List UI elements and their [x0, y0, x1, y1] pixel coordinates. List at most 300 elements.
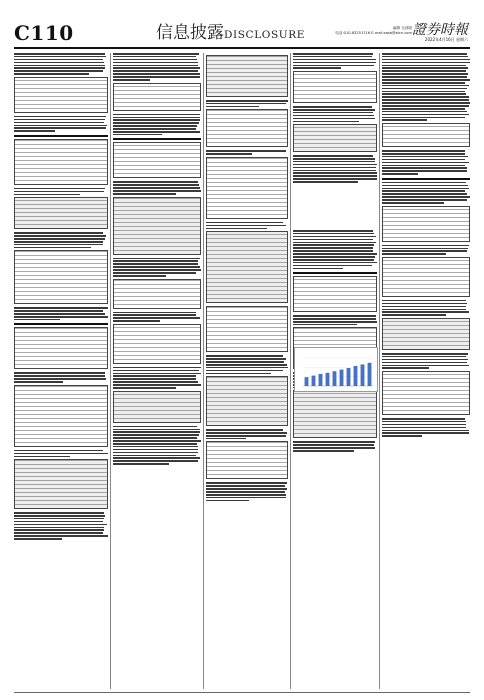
text-line	[293, 262, 377, 264]
text-line	[113, 258, 200, 260]
text-line	[382, 303, 467, 305]
text-line	[382, 196, 470, 198]
text-line	[14, 515, 105, 517]
text-line	[293, 441, 375, 443]
text-line	[113, 434, 199, 436]
section-title-cn: 信息披露	[156, 23, 224, 43]
text-line	[113, 73, 200, 75]
text-line	[14, 378, 106, 380]
text-line	[14, 375, 105, 377]
text-line	[113, 134, 162, 136]
text-line	[293, 447, 375, 449]
editor-line: 编辑 全部版	[392, 26, 412, 30]
text-line	[382, 114, 469, 116]
text-line	[293, 324, 357, 326]
data-table	[293, 276, 377, 312]
text-line	[14, 238, 105, 240]
data-table	[113, 197, 201, 255]
text-line	[293, 315, 376, 317]
text-line	[293, 247, 373, 249]
text-line	[113, 312, 196, 314]
text-line	[382, 300, 466, 302]
text-line	[382, 199, 467, 201]
text-line	[382, 150, 465, 152]
data-table	[206, 157, 288, 219]
data-table	[14, 197, 108, 229]
text-line	[206, 497, 286, 499]
text-line	[113, 62, 198, 64]
text-line	[113, 190, 201, 192]
text-line	[382, 117, 465, 119]
text-line	[113, 375, 196, 377]
text-line	[14, 319, 60, 321]
text-line	[206, 370, 283, 372]
text-line	[382, 162, 469, 164]
text-line	[382, 356, 466, 358]
text-line	[113, 117, 200, 119]
text-line	[293, 59, 376, 61]
text-line	[382, 88, 467, 90]
text-line	[14, 521, 103, 523]
text-line	[382, 432, 469, 434]
bar	[354, 366, 358, 386]
text-line	[113, 452, 198, 454]
text-line	[382, 353, 468, 355]
text-line	[293, 164, 377, 166]
text-line	[14, 518, 104, 520]
text-line	[206, 225, 286, 227]
text-line	[14, 456, 70, 458]
text-line	[113, 370, 199, 372]
text-line	[113, 114, 200, 116]
text-line	[382, 56, 468, 58]
text-line	[382, 306, 466, 308]
text-line	[14, 56, 106, 58]
text-line	[113, 440, 201, 442]
text-line	[382, 70, 466, 72]
section-title-en: DISCLOSURE	[224, 29, 305, 41]
text-line	[382, 76, 467, 78]
text-line	[293, 172, 377, 174]
page-header	[14, 22, 470, 46]
text-line	[382, 430, 469, 432]
text-line	[14, 116, 106, 118]
text-line	[113, 449, 198, 451]
text-line	[14, 232, 103, 234]
text-line	[382, 73, 468, 75]
data-table	[206, 55, 288, 97]
text-line	[113, 131, 200, 133]
text-line	[293, 236, 376, 238]
text-line	[293, 115, 374, 117]
text-line	[206, 222, 283, 224]
data-table	[382, 123, 470, 147]
column-divider	[379, 53, 380, 689]
text-line	[382, 153, 465, 155]
header-rule	[14, 47, 470, 49]
data-table	[14, 385, 108, 447]
text-line	[113, 119, 200, 121]
text-line	[293, 170, 376, 172]
text-line	[14, 535, 108, 537]
text-line	[293, 112, 373, 114]
text-line	[382, 253, 446, 255]
text-line	[14, 53, 105, 55]
text-line	[382, 311, 469, 313]
text-line	[206, 355, 283, 357]
text-line	[14, 450, 103, 452]
bar	[305, 377, 309, 386]
text-line	[206, 488, 287, 490]
text-line	[113, 193, 176, 195]
text-line	[113, 431, 200, 433]
text-line	[382, 105, 469, 107]
column-divider	[290, 53, 291, 689]
text-line	[382, 79, 470, 81]
text-line	[293, 167, 376, 169]
text-line	[293, 265, 372, 267]
text-line	[382, 170, 467, 172]
text-line	[293, 242, 376, 244]
data-table	[293, 71, 377, 103]
text-line	[113, 187, 200, 189]
text-line	[293, 259, 374, 261]
text-line	[293, 250, 373, 252]
text-line	[113, 446, 198, 448]
section-heading-rule	[14, 135, 108, 137]
column-divider	[110, 53, 111, 689]
text-line	[382, 365, 469, 367]
text-line	[14, 191, 104, 193]
text-line	[382, 193, 467, 195]
text-line	[382, 188, 469, 190]
text-line	[293, 233, 374, 235]
section-title	[156, 23, 305, 45]
text-line	[14, 532, 103, 534]
text-line	[382, 91, 465, 93]
text-line	[382, 250, 467, 252]
text-line	[113, 125, 197, 127]
text-line	[293, 256, 375, 258]
text-line	[382, 165, 465, 167]
text-line	[113, 184, 199, 186]
data-table	[382, 371, 470, 415]
text-line	[14, 313, 105, 315]
text-line	[206, 435, 286, 437]
text-line	[14, 59, 103, 61]
text-line	[206, 432, 287, 434]
text-line	[113, 373, 201, 375]
text-line	[206, 364, 287, 366]
text-line	[113, 426, 197, 428]
text-line	[113, 460, 198, 462]
text-line	[14, 310, 103, 312]
text-line	[14, 122, 104, 124]
text-line	[293, 109, 375, 111]
text-line	[382, 82, 465, 84]
text-line	[113, 76, 200, 78]
text-line	[293, 155, 373, 157]
text-line	[293, 444, 374, 446]
text-line	[293, 321, 377, 323]
bar	[319, 374, 323, 386]
editor-meta	[335, 26, 412, 36]
data-table	[14, 250, 108, 304]
bar	[368, 363, 372, 386]
text-line	[382, 173, 418, 175]
text-line	[293, 56, 372, 58]
bar	[347, 368, 351, 386]
data-table	[206, 231, 288, 303]
data-table	[293, 124, 377, 152]
data-table	[14, 139, 108, 185]
text-line	[382, 99, 469, 101]
text-line	[14, 194, 80, 196]
text-line	[14, 538, 62, 540]
column-2	[113, 53, 201, 689]
data-table	[14, 77, 108, 113]
text-line	[113, 266, 200, 268]
text-line	[293, 158, 375, 160]
text-line	[382, 190, 465, 192]
text-line	[14, 529, 104, 531]
text-line	[382, 424, 466, 426]
text-line	[113, 70, 198, 72]
text-line	[14, 381, 63, 383]
text-line	[113, 275, 166, 277]
bar	[333, 371, 337, 386]
text-line	[382, 111, 467, 113]
text-line	[293, 181, 358, 183]
text-line	[206, 228, 267, 230]
text-line	[113, 387, 176, 389]
text-line	[113, 260, 198, 262]
text-line	[113, 437, 197, 439]
text-line	[382, 167, 467, 169]
section-heading-rule	[14, 323, 108, 325]
bar	[361, 364, 365, 386]
bar	[312, 376, 316, 386]
text-line	[293, 318, 376, 320]
text-line	[382, 202, 444, 204]
data-table	[14, 327, 108, 369]
text-line	[113, 381, 198, 383]
text-line	[293, 121, 359, 123]
data-table	[293, 390, 377, 438]
text-line	[293, 118, 375, 120]
text-line	[206, 438, 246, 440]
data-table	[113, 142, 201, 178]
text-line	[14, 130, 55, 132]
data-table	[113, 391, 201, 423]
text-line	[382, 367, 429, 369]
text-line	[113, 378, 196, 380]
text-line	[206, 153, 252, 155]
text-line	[206, 361, 284, 363]
text-line	[382, 421, 466, 423]
column-3	[206, 53, 288, 689]
text-line	[382, 65, 466, 67]
text-line	[14, 62, 104, 64]
text-line	[14, 119, 105, 121]
column-1	[14, 53, 108, 689]
text-line	[293, 161, 375, 163]
text-line	[113, 53, 199, 55]
text-line	[382, 85, 469, 87]
text-line	[206, 500, 249, 502]
text-line	[382, 59, 470, 61]
text-line	[113, 429, 200, 431]
text-line	[382, 362, 467, 364]
text-line	[14, 70, 103, 72]
text-line	[14, 241, 103, 243]
text-line	[14, 307, 108, 309]
text-line	[382, 309, 466, 311]
data-table	[206, 306, 288, 352]
text-line	[113, 314, 196, 316]
text-line	[113, 457, 200, 459]
section-heading-rule	[293, 272, 377, 274]
text-line	[14, 247, 91, 249]
text-line	[382, 159, 465, 161]
text-line	[382, 418, 465, 420]
text-line	[206, 103, 286, 105]
text-line	[382, 314, 446, 316]
text-line	[113, 122, 199, 124]
data-table	[113, 83, 201, 111]
text-line	[113, 263, 198, 265]
text-line	[382, 93, 466, 95]
text-line	[113, 181, 198, 183]
page-code: C110	[14, 21, 74, 45]
text-line	[382, 248, 468, 250]
text-line	[293, 67, 341, 69]
text-line	[14, 512, 104, 514]
text-line	[113, 317, 200, 319]
text-line	[14, 524, 107, 526]
bar	[326, 373, 330, 386]
text-line	[382, 245, 469, 247]
text-line	[382, 435, 422, 437]
text-line	[206, 373, 271, 375]
section-heading-rule	[382, 178, 470, 180]
text-line	[206, 100, 288, 102]
text-line	[113, 67, 200, 69]
text-line	[382, 67, 468, 69]
text-line	[206, 106, 259, 108]
text-line	[382, 359, 468, 361]
section-heading-rule	[113, 138, 201, 140]
text-line	[293, 175, 377, 177]
text-line	[14, 235, 106, 237]
text-line	[382, 108, 465, 110]
text-line	[293, 178, 377, 180]
text-line	[206, 494, 286, 496]
text-line	[113, 269, 201, 271]
text-line	[293, 62, 376, 64]
text-line	[113, 384, 201, 386]
text-line	[382, 53, 467, 55]
text-line	[14, 73, 89, 75]
text-line	[113, 455, 196, 457]
data-table	[113, 279, 201, 309]
text-line	[206, 367, 288, 369]
text-line	[206, 485, 285, 487]
text-line	[14, 127, 106, 129]
text-line	[293, 450, 354, 452]
text-line	[14, 244, 103, 246]
column-divider	[203, 53, 204, 689]
text-line	[293, 268, 343, 270]
data-table	[206, 109, 288, 147]
data-table	[382, 318, 470, 350]
text-line	[14, 316, 108, 318]
text-line	[382, 119, 427, 121]
data-table	[382, 257, 470, 297]
text-line	[382, 156, 468, 158]
chart-space	[293, 184, 377, 230]
bar	[340, 370, 344, 386]
text-line	[113, 443, 197, 445]
text-line	[14, 188, 105, 190]
text-line	[206, 358, 286, 360]
text-line	[382, 185, 468, 187]
text-line	[113, 463, 169, 465]
text-line	[206, 150, 286, 152]
text-line	[382, 62, 470, 64]
newspaper-logo: 證券時報	[412, 22, 468, 38]
text-line	[382, 182, 466, 184]
text-line	[293, 244, 374, 246]
text-line	[14, 65, 105, 67]
text-line	[382, 102, 470, 104]
text-line	[14, 527, 104, 529]
footer-rule	[14, 692, 470, 693]
text-line	[293, 106, 372, 108]
text-line	[113, 56, 196, 58]
text-line	[206, 482, 287, 484]
text-line	[293, 53, 373, 55]
text-line	[382, 427, 466, 429]
text-line	[206, 429, 283, 431]
text-line	[293, 230, 373, 232]
text-line	[113, 320, 160, 322]
data-table	[206, 441, 288, 479]
chart-plot	[295, 348, 377, 391]
text-line	[113, 128, 196, 130]
data-table	[206, 376, 288, 426]
text-line	[293, 239, 373, 241]
text-line	[113, 65, 198, 67]
bar-chart	[294, 347, 378, 392]
text-line	[293, 65, 374, 67]
text-line	[14, 453, 108, 455]
text-line	[293, 253, 377, 255]
data-table	[113, 324, 201, 364]
data-table	[382, 206, 470, 242]
text-line	[14, 125, 107, 127]
text-line	[113, 59, 197, 61]
text-line	[113, 79, 150, 81]
text-line	[382, 96, 469, 98]
contact-line: 电话:010-83251716 E-mail:zqsb@stcn.com	[335, 31, 412, 35]
text-line	[14, 67, 105, 69]
issue-date: 2022年4月16日 星期六	[424, 37, 468, 42]
column-5	[382, 53, 470, 689]
data-table	[14, 459, 108, 509]
text-line	[206, 491, 285, 493]
text-line	[113, 272, 196, 274]
